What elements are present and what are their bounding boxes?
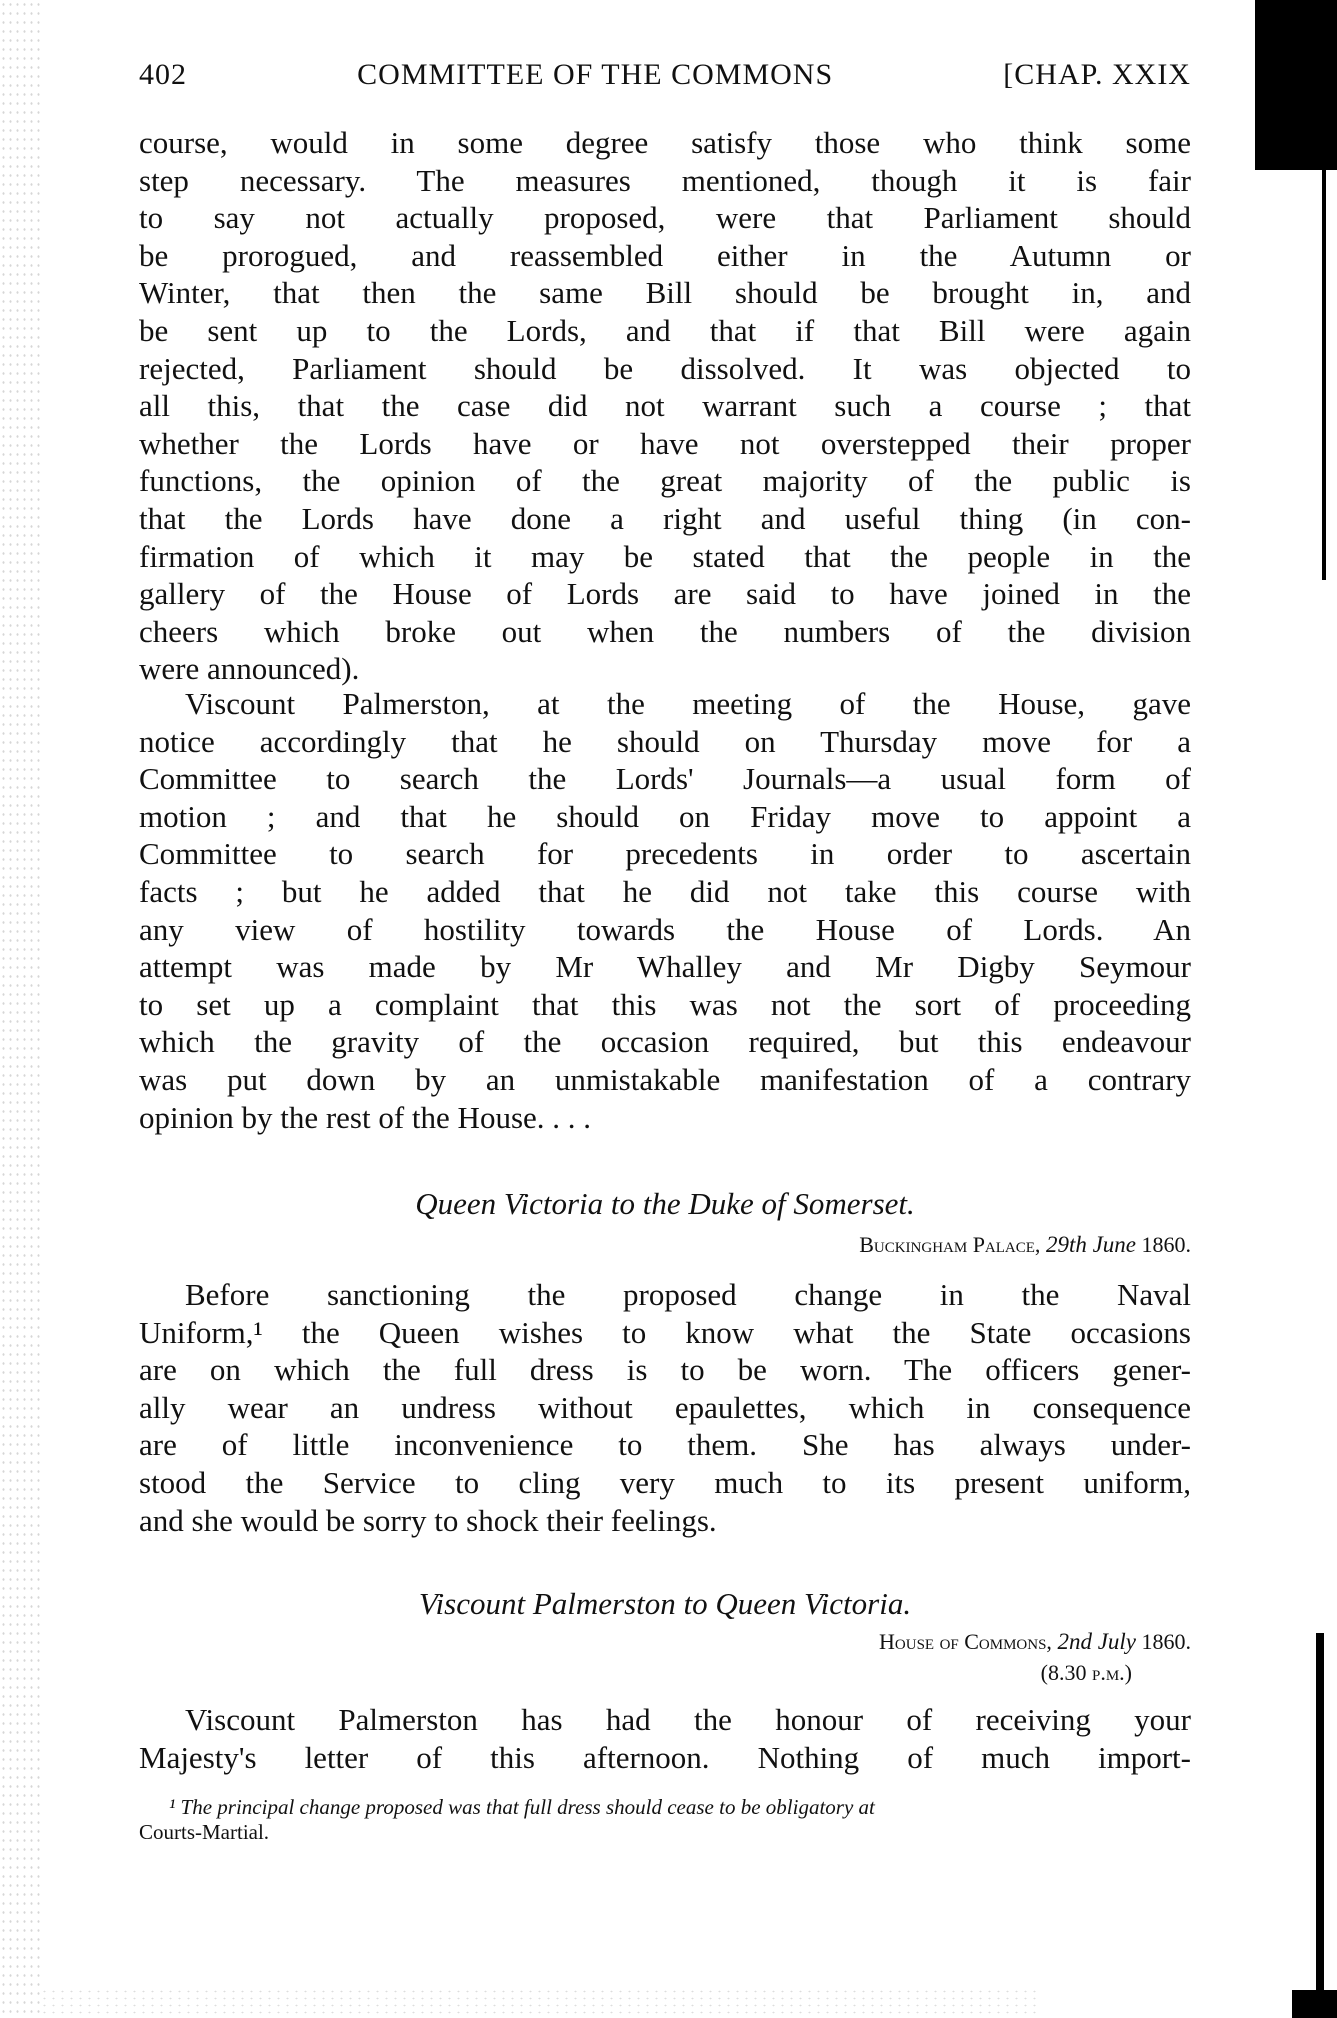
text-line: any view of hostility towards the House of Lords. An xyxy=(139,911,1191,947)
text-line: course, would in some degree satisfy those who think some xyxy=(139,125,1191,160)
text-line: and she would be sorry to shock their feelings. xyxy=(139,1502,717,1538)
text-line: whether the Lords have or have not overstepped their proper xyxy=(139,425,1191,461)
scan-edge-bottom-corner xyxy=(1292,1990,1337,2018)
text-line: Uniform,¹ the Queen wishes to know what the State occasions xyxy=(139,1314,1191,1350)
text-line: which the gravity of the occasion required, but this endeavour xyxy=(139,1024,1191,1060)
paragraph-1 xyxy=(139,124,1191,688)
letter-1-body xyxy=(139,1276,1191,1539)
letter-2-title: Viscount Palmerston to Queen Victoria. xyxy=(418,1586,912,1621)
text-line: opinion by the rest of the House. . . . xyxy=(139,1099,592,1135)
text-line: be prorogued, and reassembled either in the Autumn or xyxy=(139,237,1191,273)
scan-edge-line-right xyxy=(1322,170,1326,580)
text-line: notice accordingly that he should on Thursday move for a xyxy=(139,723,1191,759)
text-line: rejected, Parliament should be dissolved. It was objected to xyxy=(139,350,1191,386)
text-line: to set up a complaint that this was not the sort of proceeding xyxy=(139,986,1191,1022)
text-line: were announced). xyxy=(139,651,360,687)
footnote-line: ¹ The principal change proposed was that full dress should cease to be obligatory at xyxy=(169,1795,875,1819)
footnote-line: Courts-Martial. xyxy=(139,1820,270,1844)
letter-2-dateline xyxy=(879,1629,1191,1655)
dateline-day: 29th June xyxy=(1045,1232,1136,1257)
text-line: that the Lords have done a right and useful thing (in con- xyxy=(139,500,1191,536)
running-title: COMMITTEE OF THE COMMONS xyxy=(357,58,834,91)
text-line: gallery of the House of Lords are said to have joined in the xyxy=(139,576,1191,612)
text-line: cheers which broke out when the numbers of the division xyxy=(139,613,1191,649)
text-line: was put down by an unmistakable manifestation of a contrary xyxy=(139,1061,1191,1097)
text-line: to say not actually proposed, were that Parliament should xyxy=(139,200,1191,236)
text-line: functions, the opinion of the great majority of the public is xyxy=(139,463,1191,499)
text-line: Majesty's letter of this afternoon. Nothing of much import- xyxy=(139,1739,1191,1775)
scan-speckle-left xyxy=(0,0,40,2018)
text-line: be sent up to the Lords, and that if that Bill were again xyxy=(139,312,1191,348)
chapter-label: [CHAP. XXIX xyxy=(1003,58,1191,91)
text-line: motion ; and that he should on Friday move to appoint a xyxy=(139,798,1191,834)
scan-edge-top-right xyxy=(1255,0,1337,170)
text-line: Committee to search for precedents in order to ascertain xyxy=(139,836,1191,872)
running-header xyxy=(139,58,1191,92)
text-line: facts ; but he added that he did not take this course with xyxy=(139,873,1191,909)
dateline-day: 2nd July xyxy=(1057,1629,1136,1654)
text-line: step necessary. The measures mentioned, though it is fair xyxy=(139,162,1191,198)
dateline-place: Buckingham Palace, xyxy=(859,1232,1041,1257)
text-line: ally wear an undress without epaulettes, which in consequence xyxy=(139,1389,1191,1425)
text-line: are of little inconvenience to them. She has always under- xyxy=(139,1427,1191,1463)
dateline-year: 1860. xyxy=(1141,1232,1191,1257)
paragraph-2 xyxy=(139,685,1191,1136)
text-line: Committee to search the Lords' Journals—a usual form of xyxy=(139,761,1191,797)
text-line: stood the Service to cling very much to its present uniform, xyxy=(139,1464,1191,1500)
text-line: firmation of which it may be stated that the people in the xyxy=(139,538,1191,574)
text-line: Viscount Palmerston has had the honour of receiving your xyxy=(185,1702,1191,1737)
text-line: all this, that the case did not warrant such a course ; that xyxy=(139,388,1191,424)
text-line: attempt was made by Mr Whalley and Mr Digby Seymour xyxy=(139,949,1191,985)
text-line: are on which the full dress is to be worn. The officers gener- xyxy=(139,1352,1191,1388)
letter-2-time: (8.30 p.m.) xyxy=(1040,1660,1132,1685)
letter-1-dateline xyxy=(859,1232,1191,1258)
dateline-place: House of Commons, xyxy=(879,1629,1052,1654)
text-line: Winter, that then the same Bill should be brought in, and xyxy=(139,275,1191,311)
scan-speckle-bottom xyxy=(40,1988,1040,2018)
scan-edge-bottom-right xyxy=(1316,1633,1324,2018)
dateline-year: 1860. xyxy=(1141,1629,1191,1654)
footnote xyxy=(139,1795,1191,1845)
text-line: Viscount Palmerston, at the meeting of the House, gave xyxy=(185,686,1191,721)
text-line: Before sanctioning the proposed change in the Naval xyxy=(185,1277,1191,1312)
letter-2-body xyxy=(139,1701,1191,1776)
letter-1-title: Queen Victoria to the Duke of Somerset. xyxy=(415,1186,915,1221)
page-number: 402 xyxy=(139,58,187,91)
